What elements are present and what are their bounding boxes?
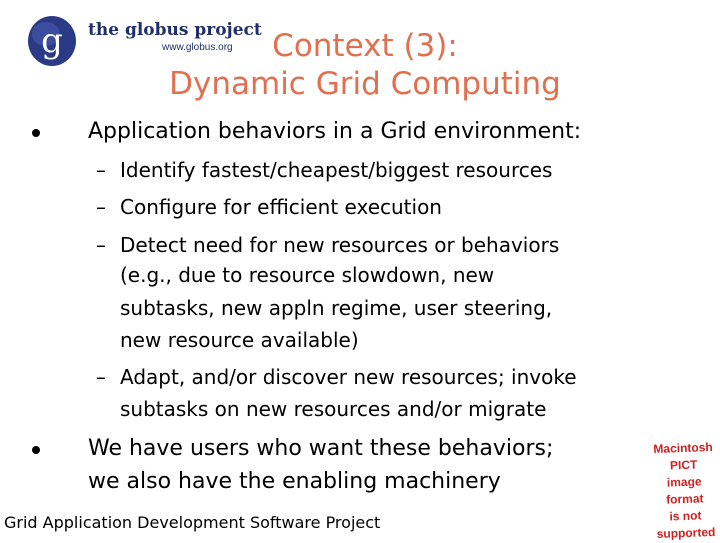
- dash-icon: –: [96, 365, 106, 389]
- pict-notice-line: Macintosh PICT: [653, 439, 713, 473]
- dash-icon: –: [96, 158, 106, 182]
- globus-g-icon: [22, 8, 88, 70]
- globus-logo: [22, 8, 262, 70]
- sub-bullet-3-line-4: new resource available): [120, 328, 359, 352]
- sub-bullet-3-line-3: subtasks, new appln regime, user steering,: [120, 296, 553, 320]
- sub-bullet-3-line-2: (e.g., due to resource slowdown, new: [120, 263, 495, 287]
- bullet-dot-icon: [32, 446, 40, 454]
- dash-icon: –: [96, 195, 106, 219]
- logo-name: the globus project: [88, 20, 262, 40]
- sub-bullet-1: Identify fastest/cheapest/biggest resources: [120, 158, 553, 182]
- logo-mark: g: [41, 21, 63, 61]
- pict-not-supported-notice: [647, 439, 720, 541]
- sub-bullet-4-line-2: subtasks on new resources and/or migrate: [120, 397, 547, 421]
- slide-title-line2: Dynamic Grid Computing: [169, 66, 561, 102]
- bullet-1: Application behaviors in a Grid environment:: [88, 119, 582, 144]
- bullet-dot-icon: [32, 129, 40, 137]
- sub-bullet-3-line-1: Detect need for new resources or behaviors: [120, 233, 560, 257]
- pict-notice-line: image format: [665, 474, 704, 507]
- logo-url: www.globus.org: [162, 42, 233, 53]
- pict-notice-line: is not supported: [656, 508, 716, 541]
- slide-title-line1: Context (3):: [272, 28, 458, 64]
- dash-icon: –: [96, 233, 106, 257]
- bullet-2-line-2: we also have the enabling machinery: [88, 469, 501, 494]
- footer-text: Grid Application Development Software Project: [4, 513, 381, 532]
- sub-bullet-2: Configure for efficient execution: [120, 195, 442, 219]
- sub-bullet-4-line-1: Adapt, and/or discover new resources; invoke: [120, 365, 577, 389]
- bullet-2-line-1: We have users who want these behaviors;: [88, 436, 554, 461]
